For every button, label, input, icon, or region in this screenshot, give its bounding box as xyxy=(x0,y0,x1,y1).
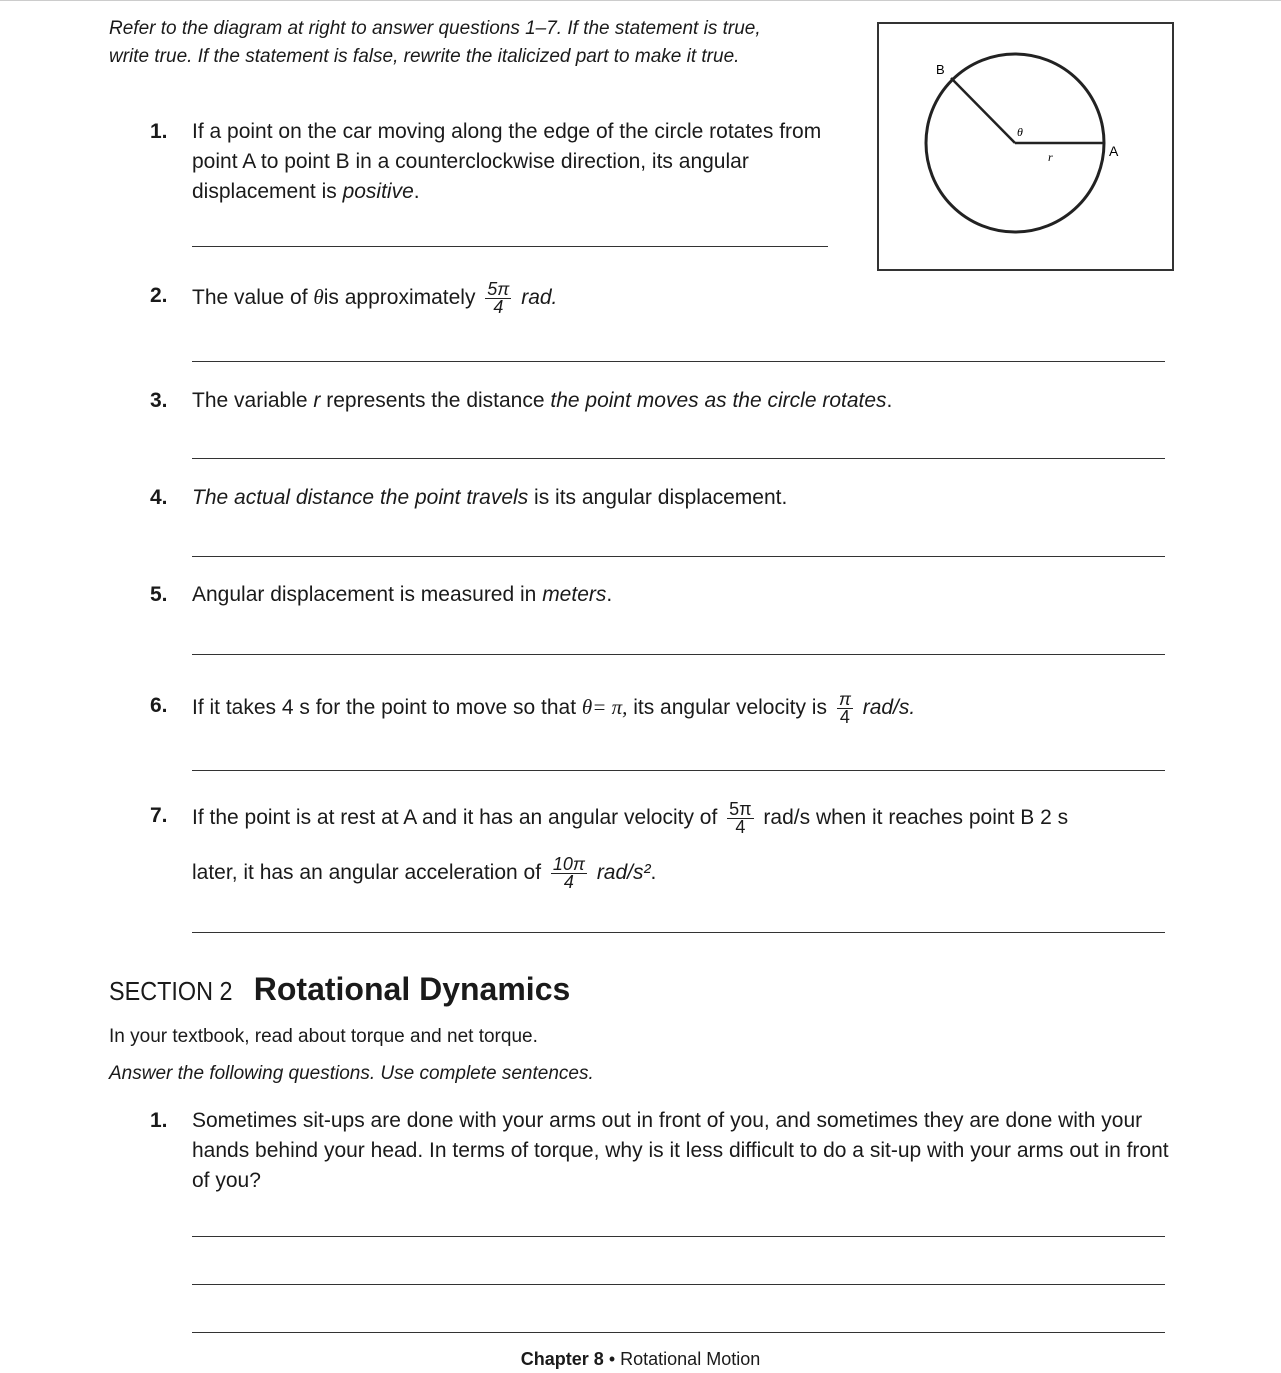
answer-line-s2-1[interactable] xyxy=(192,1236,1165,1237)
question-text-line2 xyxy=(192,856,1180,891)
text-part: is its angular displacement. xyxy=(528,486,788,509)
label-theta: θ xyxy=(1017,125,1023,139)
question-1 xyxy=(150,117,850,207)
italic-part: rad/s. xyxy=(856,696,916,720)
text-part: If the point is at rest at A and it has an angular velocity of xyxy=(192,806,724,830)
numerator: π xyxy=(838,689,851,709)
footer-chapter: Chapter 8 xyxy=(520,1349,604,1369)
denominator: 4 xyxy=(839,707,850,727)
numerator: 10π xyxy=(552,854,585,874)
answer-line-3[interactable] xyxy=(192,458,1165,459)
text-part: The variable xyxy=(192,389,314,412)
text-part: If it takes 4 s for the point to move so that xyxy=(192,696,582,720)
reading-instruction: In your textbook, read about torque and net torque. xyxy=(109,1026,538,1047)
question-4 xyxy=(150,483,787,513)
answer-line-5[interactable] xyxy=(192,654,1165,655)
question-number: 2. xyxy=(150,284,168,307)
question-number: 3. xyxy=(150,389,168,412)
text-part: is approximately xyxy=(323,286,482,310)
question-text xyxy=(192,386,892,416)
answer-line-s2-3[interactable] xyxy=(192,1332,1165,1333)
question-text xyxy=(192,801,1180,836)
question-3 xyxy=(150,386,892,416)
denominator: 4 xyxy=(563,872,574,892)
italic-part: The actual distance the point travels xyxy=(192,486,529,509)
text-part: The value of xyxy=(192,286,314,310)
circle-diagram xyxy=(877,22,1174,271)
label-b: B xyxy=(936,62,945,77)
text-part: represents the distance xyxy=(320,389,551,412)
answer-instruction: Answer the following questions. Use complete sentences. xyxy=(109,1063,594,1084)
answer-line-6[interactable] xyxy=(192,770,1165,771)
question-number: 5. xyxy=(150,583,168,606)
italic-part: positive xyxy=(342,180,414,203)
page-footer xyxy=(0,1349,1281,1370)
text-part: If a point on the car moving along the edge of the circle rotates from point A to point B in a counterclockwise direction, its angular displacement is xyxy=(192,120,822,203)
variable-r: r xyxy=(313,389,321,412)
section-heading xyxy=(109,971,570,1008)
fraction xyxy=(485,281,511,316)
fraction xyxy=(837,691,853,726)
section-title: Rotational Dynamics xyxy=(253,971,571,1007)
footer-title: Rotational Motion xyxy=(620,1349,761,1369)
circle-diagram-svg xyxy=(879,24,1172,269)
instructions-intro: Refer to the diagram at right to answer questions 1–7. If the statement is true, write true. If the statement is false, rewrite the italicized part to make it true. xyxy=(109,18,761,67)
text-part: . xyxy=(606,583,613,606)
question-7 xyxy=(150,801,1180,891)
fraction xyxy=(551,856,587,891)
numerator: 5π xyxy=(729,799,752,819)
answer-line-7[interactable] xyxy=(192,932,1165,933)
footer-bullet: • xyxy=(608,1349,616,1369)
answer-line-1[interactable] xyxy=(192,246,828,247)
text-part: . xyxy=(413,180,420,203)
answer-line-2[interactable] xyxy=(192,361,1165,362)
italic-part: the point moves as the circle rotates xyxy=(550,389,887,412)
text-part: rad/s when it reaches point B 2 s xyxy=(757,806,1069,830)
answer-line-4[interactable] xyxy=(192,556,1165,557)
question-text: Sometimes sit-ups are done with your arms out in front of you, and sometimes they are done with your hands behind your head. In terms of torque, why is it less difficult to do a sit-up with your arms out in front of you? xyxy=(192,1109,1169,1192)
text-part: Angular displacement is measured in xyxy=(192,583,543,606)
question-number: 4. xyxy=(150,486,168,509)
question-number: 1. xyxy=(150,1109,168,1132)
question-text xyxy=(192,117,850,207)
radius-line-b xyxy=(951,78,1015,143)
denominator: 4 xyxy=(735,817,746,837)
text-part: . xyxy=(886,389,893,412)
question-text xyxy=(192,281,557,316)
fraction xyxy=(727,801,753,836)
question-number: 6. xyxy=(150,694,168,717)
italic-part: rad/s² xyxy=(590,861,651,885)
numerator: 5π xyxy=(487,279,510,299)
equation: θ= π, xyxy=(581,695,628,720)
italic-part: rad. xyxy=(515,286,558,310)
text-part: . xyxy=(650,861,657,885)
question-2 xyxy=(150,281,557,316)
text-part: later, it has an angular acceleration of xyxy=(192,861,547,885)
question-number: 7. xyxy=(150,804,168,827)
label-r: r xyxy=(1048,150,1053,164)
question-number: 1. xyxy=(150,120,168,143)
theta-symbol: θ xyxy=(313,285,324,310)
answer-line-s2-2[interactable] xyxy=(192,1284,1165,1285)
question-5 xyxy=(150,580,612,610)
denominator: 4 xyxy=(493,297,504,317)
question-text xyxy=(192,691,915,726)
text-part: its angular velocity is xyxy=(627,696,833,720)
section2-question-1 xyxy=(150,1106,1170,1196)
section-label: SECTION 2 xyxy=(109,976,233,1006)
italic-part: meters xyxy=(542,583,607,606)
label-a: A xyxy=(1109,143,1119,159)
question-text xyxy=(192,580,612,610)
question-text xyxy=(192,483,787,513)
question-6 xyxy=(150,691,915,726)
